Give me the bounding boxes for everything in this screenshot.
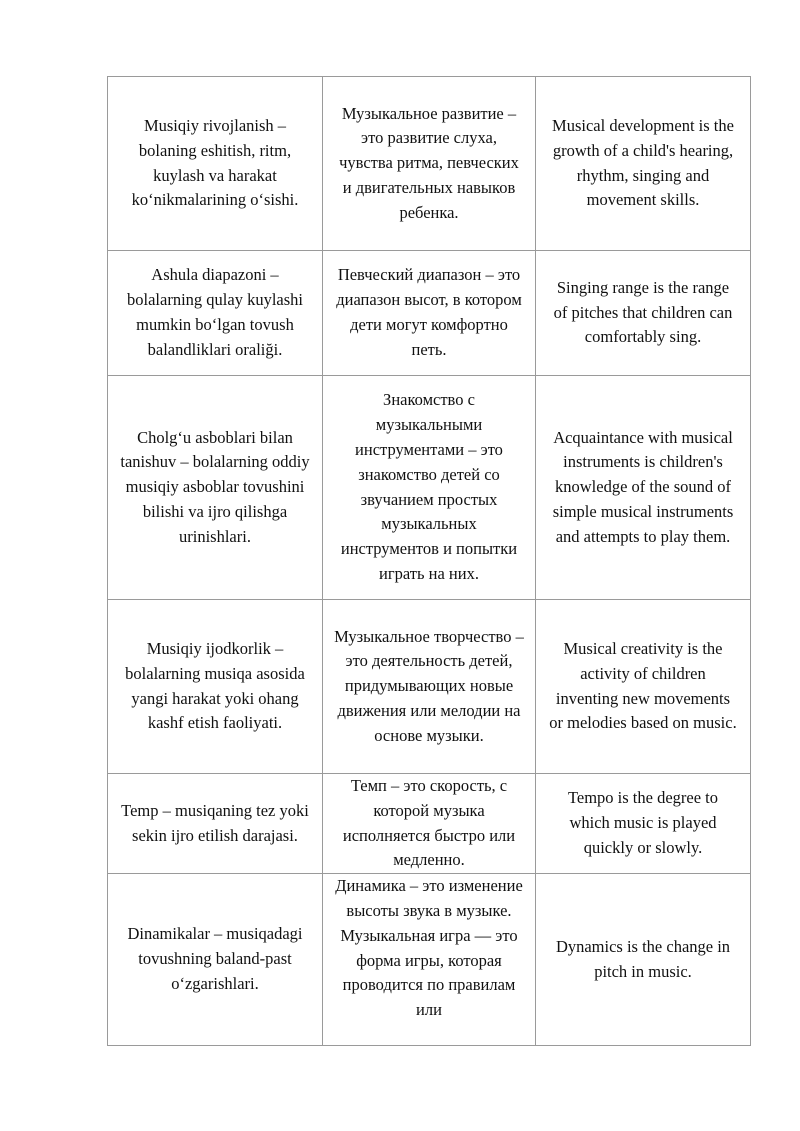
russian-term-cell: Музыкальное развитие – это развитие слуха, чувства ритма, певческих и двигательных навыков ребенка. <box>323 77 536 251</box>
russian-term-cell: Темп – это скорость, с которой музыка исполняется быстро или медленно. <box>323 774 536 874</box>
table-row <box>108 251 751 376</box>
english-term-cell: Musical creativity is the activity of children inventing new movements or melodies based on music. <box>536 600 751 774</box>
russian-term-cell: Певческий диапазон – это диапазон высот, в котором дети могут комфортно петь. <box>323 251 536 376</box>
russian-term-cell-clipped <box>323 874 536 1046</box>
table-row <box>108 600 751 774</box>
uzbek-term-cell: Musiqiy ijodkorlik – bolalarning musiqa asosida yangi harakat yoki ohang kashf etish faoliyati. <box>108 600 323 774</box>
russian-term-cell: Музыкальное творчество – это деятельность детей, придумывающих новые движения или мелодии на основе музыки. <box>323 600 536 774</box>
uzbek-term-cell: Ashula diapazoni – bolalarning qulay kuylashi mumkin bo‘lgan tovush balandliklari oraliği. <box>108 251 323 376</box>
english-term-cell: Dynamics is the change in pitch in music. <box>536 874 751 1046</box>
english-term-cell: Tempo is the degree to which music is played quickly or slowly. <box>536 774 751 874</box>
glossary-table <box>107 76 751 1046</box>
table-row <box>108 774 751 874</box>
russian-term-cell: Знакомство с музыкальными инструментами – это знакомство детей со звучанием простых музыкальных инструментов и попытки играть на них. <box>323 376 536 600</box>
uzbek-term-cell: Cholg‘u asboblari bilan tanishuv – bolalarning oddiy musiqiy asboblar tovushini bilishi va ijro qilishga urinishlari. <box>108 376 323 600</box>
english-term-cell: Acquaintance with musical instruments is children's knowledge of the sound of simple musical instruments and attempts to play them. <box>536 376 751 600</box>
uzbek-term-cell: Dinamikalar – musiqadagi tovushning baland-past o‘zgarishlari. <box>108 874 323 1046</box>
table-row <box>108 376 751 600</box>
uzbek-term-cell: Temp – musiqaning tez yoki sekin ijro etilish darajasi. <box>108 774 323 874</box>
russian-term-text: Динамика – это изменение высоты звука в музыке. Музыкальная игра — это форма игры, которая проводится по правилам или <box>335 876 523 1020</box>
table-row <box>108 874 751 1046</box>
uzbek-term-cell: Musiqiy rivojlanish – bolaning eshitish, ritm, kuylash va harakat ko‘nikmalarining o‘sishi. <box>108 77 323 251</box>
english-term-cell: Singing range is the range of pitches that children can comfortably sing. <box>536 251 751 376</box>
english-term-cell: Musical development is the growth of a child's hearing, rhythm, singing and movement skills. <box>536 77 751 251</box>
table-row <box>108 77 751 251</box>
